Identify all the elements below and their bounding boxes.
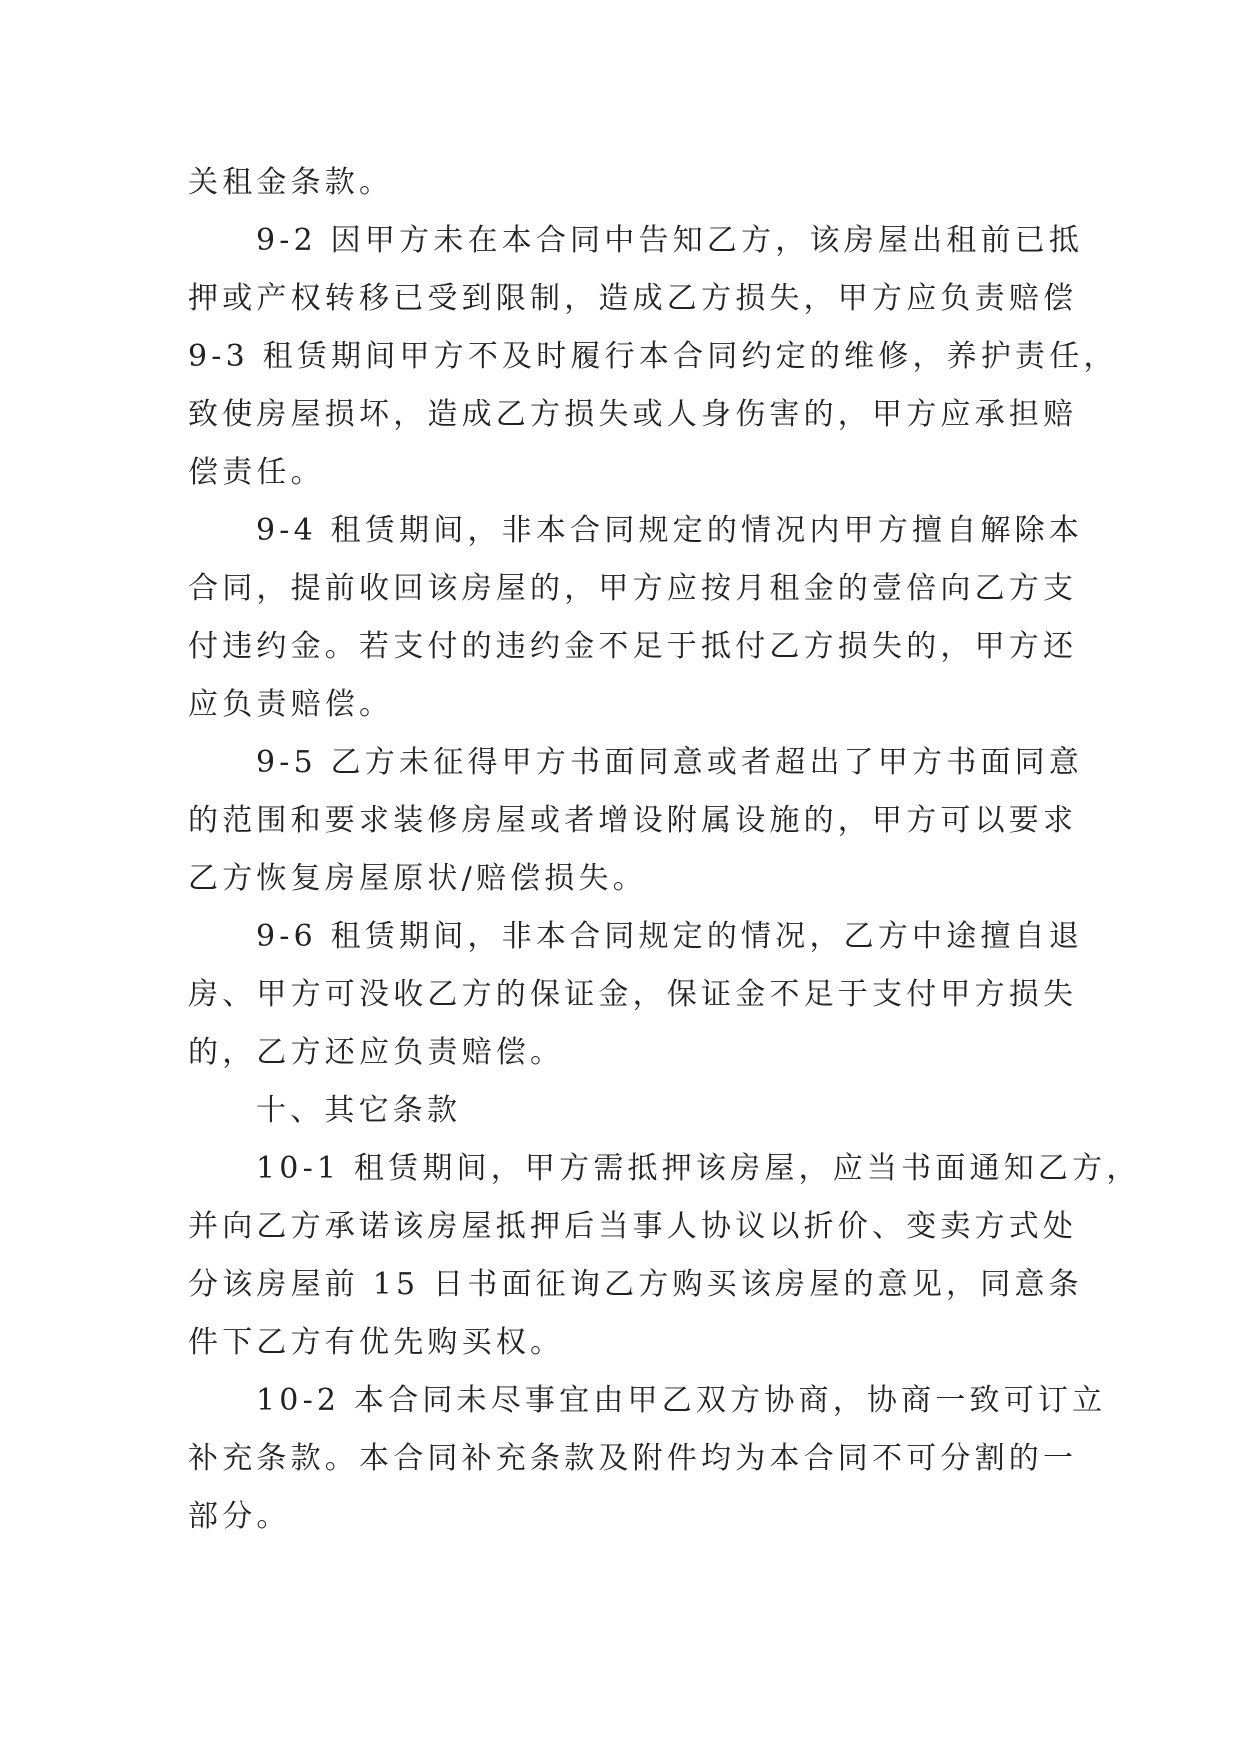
clause-9-5-line: 9-5 乙方未征得甲方书面同意或者超出了甲方书面同意: [256, 745, 1084, 780]
text-line: 分该房屋前 15 日书面征询乙方购买该房屋的意见，同意条: [188, 1267, 1083, 1302]
clause-10-2-line: 10-2 本合同未尽事宜由甲乙双方协商，协商一致可订立: [256, 1383, 1107, 1418]
clause-9-4-line: 9-4 租赁期间，非本合同规定的情况内甲方擅自解除本: [256, 513, 1084, 548]
text-line: 关租金条款。: [188, 165, 394, 200]
text-line: 部分。: [188, 1499, 291, 1534]
text-line: 合同，提前收回该房屋的，甲方应按月租金的壹倍向乙方支: [188, 571, 1078, 606]
text-line: 付违约金。若支付的违约金不足于抵付乙方损失的，甲方还: [188, 629, 1078, 664]
text-line: 应负责赔偿。: [188, 687, 394, 722]
text-line: 的范围和要求装修房屋或者增设附属设施的，甲方可以要求: [188, 803, 1078, 838]
text-line: 偿责任。: [188, 455, 325, 490]
text-line: 件下乙方有优先购买权。: [188, 1325, 565, 1360]
text-line: 押或产权转移已受到限制，造成乙方损失，甲方应负责赔偿: [188, 281, 1078, 316]
text-line: 乙方恢复房屋原状/赔偿损失。: [188, 861, 647, 896]
text-line: 房、甲方可没收乙方的保证金，保证金不足于支付甲方损失: [188, 977, 1078, 1012]
text-line: 致使房屋损坏，造成乙方损失或人身伤害的，甲方应承担赔: [188, 397, 1078, 432]
text-line: 的，乙方还应负责赔偿。: [188, 1035, 565, 1070]
clause-9-3-line: 9-3 租赁期间甲方不及时履行本合同约定的维修，养护责任，: [188, 339, 1118, 374]
section-heading-10: 十、其它条款: [256, 1093, 462, 1128]
clause-9-6-line: 9-6 租赁期间，非本合同规定的情况，乙方中途擅自退: [256, 919, 1084, 954]
text-line: 并向乙方承诺该房屋抵押后当事人协议以折价、变卖方式处: [188, 1209, 1078, 1244]
clause-10-1-line: 10-1 租赁期间，甲方需抵押该房屋，应当书面通知乙方，: [256, 1151, 1141, 1186]
document-body: [188, 154, 1141, 1546]
text-line: 补充条款。本合同补充条款及附件均为本合同不可分割的一: [188, 1441, 1078, 1476]
clause-9-2-line: 9-2 因甲方未在本合同中告知乙方，该房屋出租前已抵: [256, 223, 1084, 258]
